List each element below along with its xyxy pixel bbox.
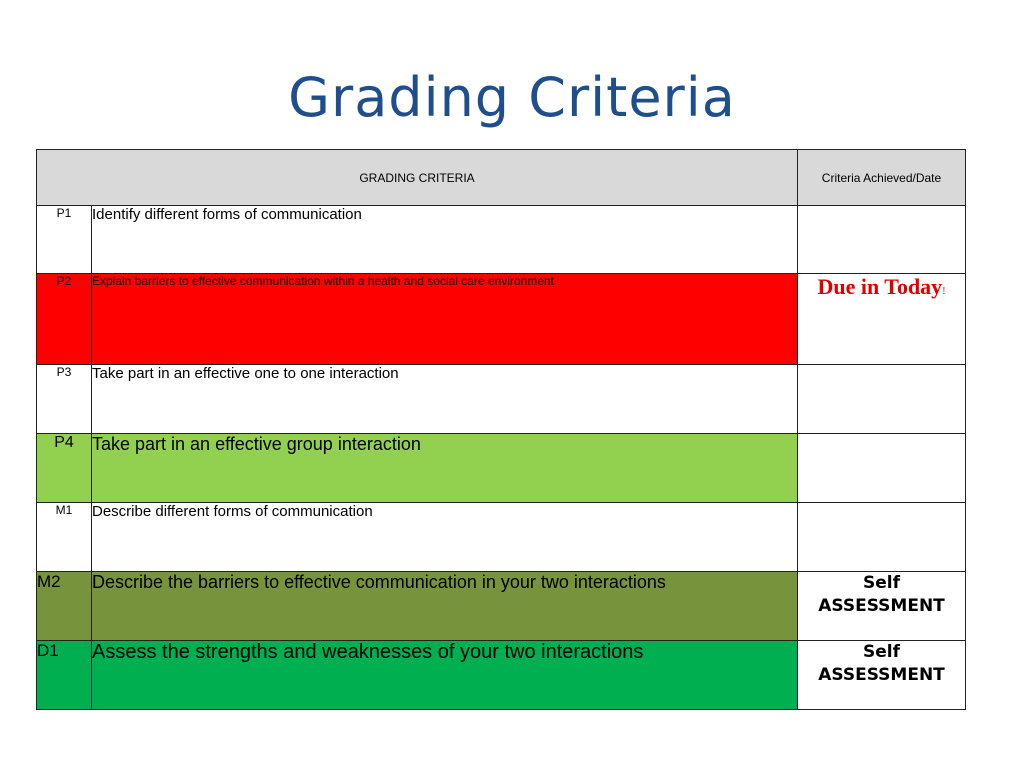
criterion-achieved-p4 — [798, 434, 966, 503]
table-row — [37, 274, 966, 365]
criterion-description-p1: Identify different forms of communication — [92, 206, 798, 274]
assessment-label: ASSESSMENT — [818, 596, 945, 616]
criterion-achieved-d1 — [798, 641, 966, 710]
table-row — [37, 365, 966, 434]
table-row — [37, 503, 966, 572]
criterion-code-m1: M1 — [37, 503, 92, 572]
self-label: Self — [863, 642, 900, 662]
criterion-achieved-p3 — [798, 365, 966, 434]
criterion-description-m2: Describe the barriers to effective communication in your two interactions — [92, 572, 798, 641]
table-row — [37, 572, 966, 641]
criterion-code-m2: M2 — [37, 572, 92, 641]
criterion-description-d1: Assess the strengths and weaknesses of your two interactions — [92, 641, 798, 710]
criterion-description-p3: Take part in an effective one to one interaction — [92, 365, 798, 434]
assessment-label: ASSESSMENT — [818, 665, 945, 685]
grading-criteria-table — [36, 149, 966, 710]
due-exclamation: ! — [942, 286, 946, 297]
header-criteria-achieved: Criteria Achieved/Date — [798, 150, 966, 206]
criterion-code-p4: P4 — [37, 434, 92, 503]
table-row — [37, 434, 966, 503]
criterion-description-p2: Explain barriers to effective communication within a health and social care environment — [92, 274, 798, 365]
page-title: Grading Criteria — [288, 66, 736, 129]
table-row — [37, 206, 966, 274]
criterion-description-p4: Take part in an effective group interaction — [92, 434, 798, 503]
table-row — [37, 641, 966, 710]
table-header-row — [37, 150, 966, 206]
due-in-today-label: Due in Today — [817, 274, 943, 299]
criterion-code-p2: P2 — [37, 274, 92, 365]
header-grading-criteria: GRADING CRITERIA — [37, 150, 798, 206]
criterion-achieved-p1 — [798, 206, 966, 274]
criterion-code-p3: P3 — [37, 365, 92, 434]
criterion-code-d1: D1 — [37, 641, 92, 710]
criterion-achieved-p2 — [798, 274, 966, 365]
criterion-achieved-m2 — [798, 572, 966, 641]
criterion-description-m1: Describe different forms of communication — [92, 503, 798, 572]
criterion-code-p1: P1 — [37, 206, 92, 274]
criterion-achieved-m1 — [798, 503, 966, 572]
self-label: Self — [863, 573, 900, 593]
